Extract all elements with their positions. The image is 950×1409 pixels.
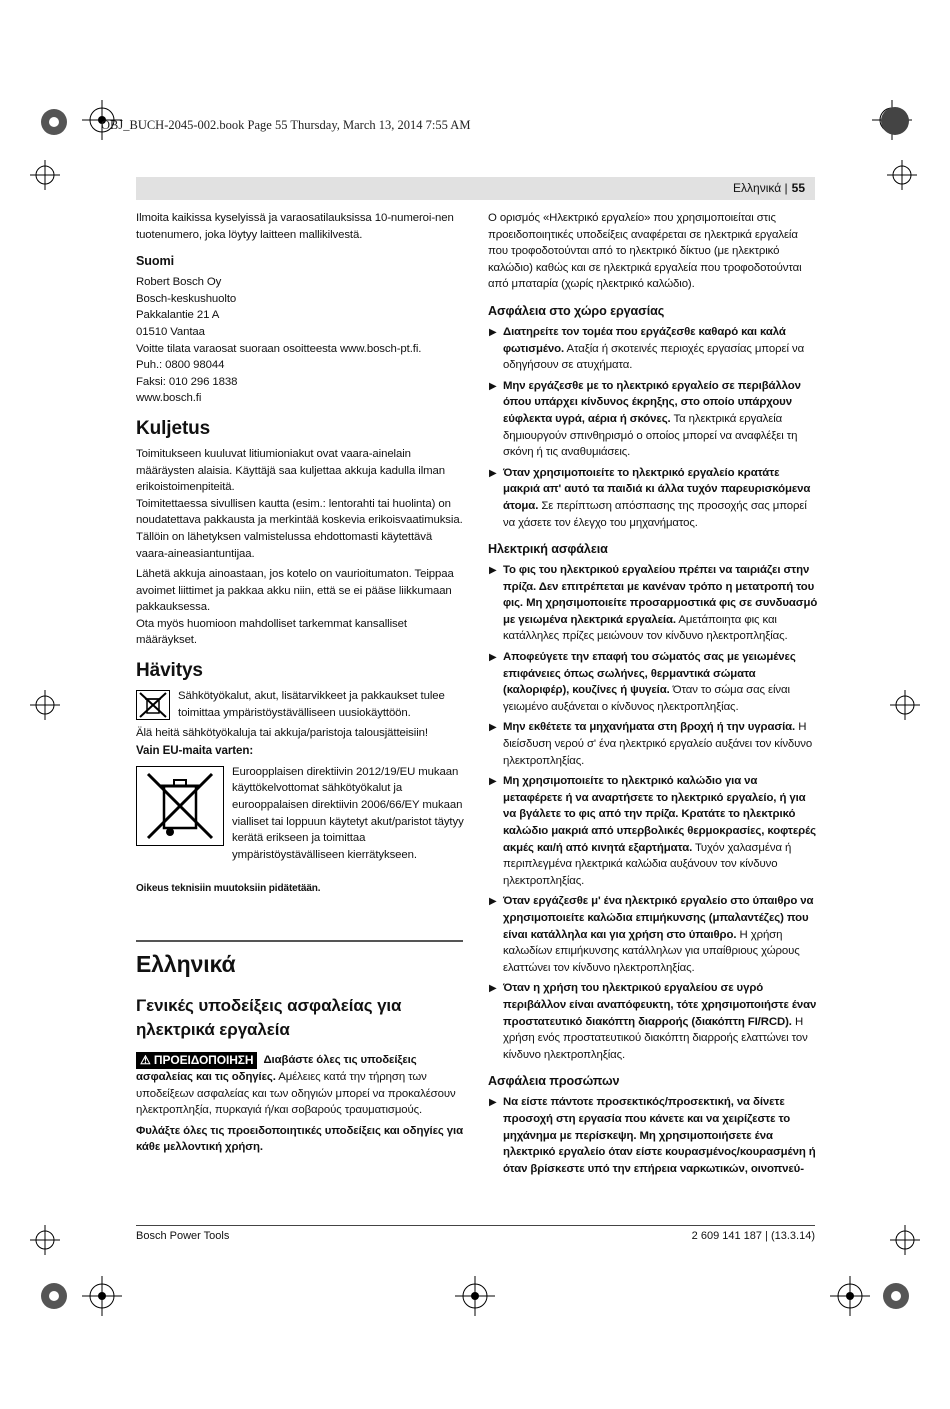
book-info-line: OBJ_BUCH-2045-002.book Page 55 Thursday, March 13, 2014 7:55 AM — [101, 118, 471, 132]
bullet-triangle-icon: ▶ — [489, 326, 497, 338]
safety-item — [488, 980, 818, 1063]
page-label: Ελληνικά | 55 — [733, 181, 805, 195]
registration-mark-icon — [82, 1276, 122, 1316]
intro-paragraph: Ilmoita kaikissa kyselyissä ja varaosatilauksissa 10-numeroi-nen tuotenumero, joka löytyy laitteen mallikilvestä. — [136, 212, 454, 241]
registration-mark-icon — [887, 160, 917, 190]
address-line: Bosch-keskushuolto — [136, 292, 237, 305]
general-safety-heading: Γενικές υποδείξεις ασφαλείας για ηλεκτρικά εργαλεία — [136, 996, 402, 1039]
warning-text: Αμέλειες κατά την τήρηση των υποδείξεων ασφαλείας και των οδηγιών μπορεί να προκαλέσουν ηλεκτροπληξία, πυρκαγιά ή/και σοβαρούς τραυματισμούς. — [136, 1071, 456, 1117]
safety-item — [488, 719, 818, 769]
item-text: Όταν το σώμα σας είναι γειωμένο αυξάνεται ο κίνδυνος ηλεκτροπληξίας. — [503, 684, 790, 713]
registration-mark-icon — [455, 1276, 495, 1316]
item-text: Αταξία ή σκοτεινές περιοχές εργασίας μπορεί να οδηγήσουν σε ατυχήματα. — [503, 342, 805, 372]
registration-mark-icon — [30, 160, 60, 190]
item-text: Η χρήση ενός προστατευτικού διακόπτη διαρροής ελαττώνει τον κίνδυνο ηλεκτροπληξίας. — [503, 1015, 808, 1061]
bullet-triangle-icon: ▶ — [489, 380, 497, 392]
safety-item — [488, 1094, 818, 1177]
no-household-waste-icon — [136, 690, 170, 720]
bullet-triangle-icon: ▶ — [489, 983, 497, 995]
safety-item — [488, 378, 818, 461]
item-text: Τυχόν χαλασμένα ή περιπλεγμένα ηλεκτρικά καλώδια αυξάνουν τον κίνδυνο ηλεκτροπληξίας. — [503, 841, 792, 887]
kuljetus-paragraph: Lähetä akkuja ainoastaan, jos kotelo on vaurioitumaton. Teippaa avoimet liittimet ja pakkaa akku niin, että se ei pääse liikkumaan pakkauksessa. — [136, 568, 454, 614]
warning-badge — [136, 1052, 257, 1069]
definition-paragraph: Ο ορισμός «Ηλεκτρικό εργαλείο» που χρησιμοποιείται στις προειδοποιητικές υποδείξεις αναφέρεται σε ηλεκτρικά εργαλεία που τροφοδοτούνται από το ηλεκτρικό δίκτυο (με ηλεκτρικό καλώδιο) καθώς και σε ηλεκτρικά εργαλεία που τροφοδοτούνται από μπαταρία (χωρίς ηλεκτρικό καλώδιο). — [488, 212, 802, 291]
kuljetus-paragraph: Toimitukseen kuuluvat litiumioniakut ovat vaara-ainelain määräysten alaisia. Käyttäjä saa kuljettaa akkuja kadulla ilman erikoistoimenpiteitä. — [136, 447, 446, 494]
right-column — [488, 210, 818, 1177]
item-bold: Μη χρησιμοποιείτε το ηλεκτρικό καλώδιο για να μεταφέρετε ή να αναρτήσετε το ηλεκτρικό εργαλείο, ή για να βγάλετε το φις από την πρίζα. Κρατάτε το ηλεκτρικό καλώδιο μακριά από υπερβολικές θερμοκρασίες, κοφτερές ακμές και/ή από κινητά εξαρτήματα. — [503, 775, 816, 854]
kuljetus-paragraph: Ota myös huomioon mahdolliset tarkemmat kansalliset määräykset. — [136, 617, 407, 647]
havitys-paragraph: Älä heitä sähkötyökaluja tai akkuja/paristoja talousjätteisiin! — [136, 727, 428, 740]
item-bold: Όταν η χρήση του ηλεκτρικού εργαλείου σε υγρό περιβάλλον είναι αναπόφευκτη, τότε χρησιμοποιήστε έναν προστατευτικό διακόπτη διαρροής (διακόπτη FI/RCD). — [503, 982, 817, 1028]
footer-brand: Bosch Power Tools — [136, 1230, 230, 1242]
kuljetus-heading: Kuljetus — [136, 417, 211, 439]
section-name: Ελληνικά — [733, 181, 782, 195]
address-line: 01510 Vantaa — [136, 325, 205, 338]
bullet-triangle-icon: ▶ — [489, 776, 497, 788]
registration-mark-icon — [830, 1276, 870, 1316]
item-bold: Αποφεύγετε την επαφή του σώματός σας με γειωμένες επιφάνειες όπως σωλήνες, θερμαντικά σώματα (καλοριφέρ), κουζίνες ή ψυγεία. — [503, 651, 796, 697]
safety-item — [488, 465, 818, 531]
electrical-heading: Ηλεκτρική ασφάλεια — [488, 542, 608, 557]
safety-item — [488, 773, 818, 889]
address-line: Robert Bosch Oy — [136, 276, 222, 289]
item-bold: Όταν χρησιμοποιείτε το ηλεκτρικό εργαλείο κρατάτε μακριά απ' αυτό τα παιδιά κι άλλα τυχόν παρευρισκόμενα άτομα. — [503, 466, 811, 512]
item-bold: Όταν εργάζεσθε μ' ένα ηλεκτρικό εργαλείο στο ύπαιθρο να χρησιμοποιείτε καλώδια επιμήκυνσης (μπαλαντέζες) που είναι κατάλληλα και για χρήση στο ύπαιθρο. — [503, 895, 814, 941]
left-column — [136, 210, 464, 1156]
address-line: Voitte tilata varaosat suoraan osoitteesta www.bosch-pt.fi. — [136, 342, 422, 355]
bullet-triangle-icon: ▶ — [489, 722, 497, 734]
color-wheel-icon — [40, 108, 68, 136]
address-line: www.bosch.fi — [136, 392, 202, 405]
item-text: Η διείσδυση νερού σ' ένα ηλεκτρικό εργαλείο αυξάνει τον κίνδυνο ηλεκτροπληξίας. — [503, 721, 813, 767]
crossed-wheelie-bin-icon — [136, 766, 224, 846]
item-bold: Να είστε πάντοτε προσεκτικός/προσεκτική, να δίνετε προσοχή στη εργασία που κάνετε και να χειρίζεστε το μηχάνημα με περίσκεψη. Μη χρησιμοποιήσετε ένα ηλεκτρικό εργαλείο όταν είστε κουρασμένος/κουρασμένη ή όταν βρίσκεστε υπό την επήρεια ναρκωτικών, οινοπνεύ- — [503, 1096, 816, 1175]
warning-triangle-icon: ⚠ — [140, 1053, 151, 1067]
registration-mark-icon — [30, 690, 60, 720]
greek-section-title: Ελληνικά — [136, 951, 236, 977]
safety-item — [488, 649, 818, 715]
suomi-heading: Suomi — [136, 254, 174, 269]
item-text: Σε περίπτωση απόσπασης της προσοχής σας μπορεί να χάσετε τον έλεγχο του μηχανήματος. — [503, 499, 807, 529]
bullet-triangle-icon: ▶ — [489, 565, 497, 577]
registration-mark-icon — [30, 1225, 60, 1255]
item-text: Τα ηλεκτρικά εργαλεία δημιουργούν σπινθηρισμό ο οποίος μπορεί να αναφλέξει τη σκόνη ή τις αναθυμιάσεις. — [503, 412, 798, 459]
address-line: Puh.: 0800 98044 — [136, 359, 225, 372]
item-text: Η χρήση καλωδίων επιμήκυνσης κατάλληλων για υπαίθριους χώρους ελαττώνει τον κίνδυνο ηλεκτροπληξίας. — [503, 928, 800, 974]
footer-docnumber: 2 609 141 187 | (13.3.14) — [691, 1230, 815, 1242]
eu-paragraph: Euroopplaisen direktiivin 2012/19/EU mukaan käyttökelvottomat sähkötyökalut ja eurooppalaisen direktiivin 2006/66/EY mukaan vialliset tai loppuun käytetyt akut/paristot täytyy kerätä erikseen ja toimittaa ympäristöystävälliseen kierrätykseen. — [232, 765, 464, 861]
registration-mark-icon — [890, 690, 920, 720]
keep-instructions: Φυλάξτε όλες τις προειδοποιητικές υποδείξεις και οδηγίες για κάθε μελλοντική χρήση. — [136, 1124, 464, 1154]
work-area-heading: Ασφάλεια στο χώρο εργασίας — [488, 303, 665, 318]
page-header-bar — [136, 177, 815, 200]
color-wheel-icon — [40, 1282, 68, 1310]
bullet-triangle-icon: ▶ — [489, 896, 497, 908]
bullet-triangle-icon: ▶ — [489, 467, 497, 479]
item-bold: Μην εκθέτετε τα μηχανήματα στη βροχή ή την υγρασία. — [503, 721, 796, 734]
item-bold: Διατηρείτε τον τομέα που εργάζεσθε καθαρό και καλά φωτισμένο. — [503, 325, 786, 355]
safety-item — [488, 893, 818, 976]
page-number: 55 — [791, 181, 805, 195]
gray-dot-icon — [880, 106, 910, 136]
warning-label: ΠΡΟΕΙΔΟΠΟΙΗΣΗ — [153, 1053, 254, 1067]
havitys-paragraph: Sähkötyökalut, akut, lisätarvikkeet ja pakkaukset tulee toimittaa ympäristöystävälliseen uusiokäyttöön. — [178, 690, 445, 719]
bullet-triangle-icon: ▶ — [489, 652, 497, 664]
personal-safety-heading: Ασφάλεια προσώπων — [488, 1074, 620, 1089]
warning-paragraph — [136, 1052, 464, 1119]
page-footer — [136, 1225, 815, 1242]
item-bold: Το φις του ηλεκτρικού εργαλείου πρέπει να ταιριάζει στην πρίζα. Δεν επιτρέπεται με κανέναν τρόπο η μετατροπή του φις. Μη χρησιμοποιείτε προσαρμοστικά φις σε συνδυασμό με γειωμένα ηλεκτρικά εργαλεία. — [503, 564, 818, 626]
item-bold: Μην εργάζεσθε με το ηλεκτρικό εργαλείο σε περιβάλλον όπου υπάρχει κίνδυνος έκρηξης, στο οποίο υπάρχουν εύφλεκτα υγρά, αέρια ή σκόνες. — [503, 379, 801, 425]
havitys-heading: Hävitys — [136, 660, 203, 682]
eu-heading: Vain EU-maita varten: — [136, 743, 254, 757]
safety-item — [488, 324, 818, 374]
warning-bold: Διαβάστε όλες τις υποδείξεις ασφαλείας και τις οδηγίες. — [136, 1054, 417, 1083]
address-line: Pakkalantie 21 A — [136, 309, 220, 322]
item-text: Αμετάποιητα φις και κατάλληλες πρίζες μειώνουν τον κίνδυνο ηλεκτροπληξίας. — [503, 613, 788, 643]
color-wheel-icon — [882, 1282, 910, 1310]
address-line: Faksi: 010 296 1838 — [136, 375, 238, 388]
section-divider — [136, 940, 463, 942]
kuljetus-paragraph: Toimitettaessa sivullisen kautta (esim.: lentorahti tai huolinta) on noudatettava pakkausta ja merkintää koskevia erikoisvaatimuksia. Tällöin on lähetyksen valmistelussa ehdottomasti käytettävä vaara-aineasiantuntijaa. — [136, 497, 463, 560]
registration-mark-icon — [890, 1225, 920, 1255]
bullet-triangle-icon: ▶ — [489, 1097, 497, 1109]
rights-note: Oikeus teknisiin muutoksiin pidätetään. — [136, 883, 321, 895]
safety-item — [488, 562, 818, 645]
